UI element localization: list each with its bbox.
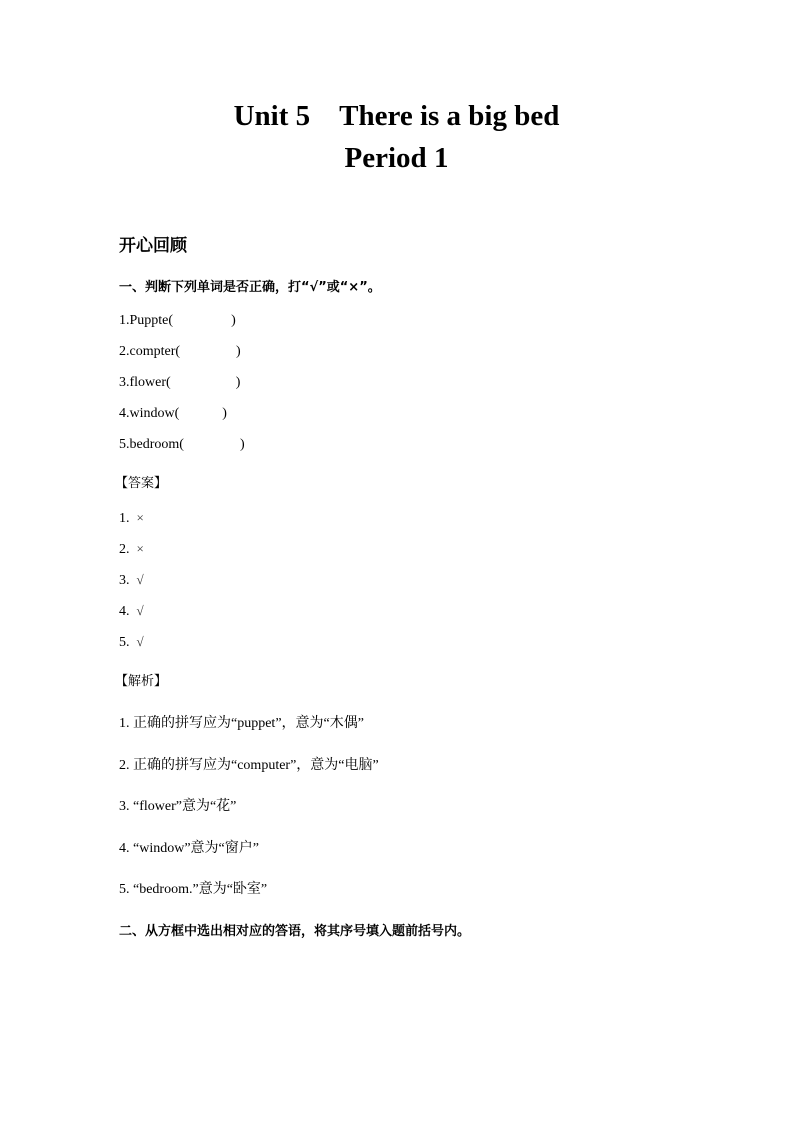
item-close: ) xyxy=(222,406,227,421)
explanation-item: 1. 正确的拼写应为“puppet”，意为“木偶” xyxy=(119,716,364,731)
answer-number: 2. xyxy=(119,542,130,557)
answer-number: 3. xyxy=(119,573,130,588)
answer-item xyxy=(119,603,144,620)
question-item xyxy=(119,313,236,329)
item-close: ) xyxy=(235,375,241,390)
question-item xyxy=(119,344,241,360)
check-mark-icon: √ xyxy=(136,603,144,618)
answer-item xyxy=(119,541,144,558)
item-close: ) xyxy=(236,344,241,359)
answer-number: 1. xyxy=(119,511,130,526)
question-item xyxy=(119,375,240,391)
explanation-heading: 【解析】 xyxy=(115,674,168,689)
answer-number: 4. xyxy=(119,604,130,619)
item-text: 5.bedroom( xyxy=(119,437,184,452)
cross-mark-icon: × xyxy=(136,510,144,525)
explanation-item: 5. “bedroom.”意为“卧室” xyxy=(119,882,268,897)
answer-item xyxy=(119,510,144,527)
answer-number: 5. xyxy=(119,635,130,650)
question-2-label: 二、从方框中选出相对应的答语，将其序号填入题前括号内。 xyxy=(119,924,471,939)
document-title: Unit 5 There is a big bed xyxy=(233,100,560,132)
item-close: ) xyxy=(239,437,245,452)
item-text: 2.compter( xyxy=(119,344,181,359)
answer-item xyxy=(119,634,144,651)
document-subtitle: Period 1 xyxy=(344,142,449,174)
explanation-item: 3. “flower”意为“花” xyxy=(119,799,237,814)
section-heading: 开心回顾 xyxy=(119,236,187,256)
question-item xyxy=(119,406,227,422)
question-item xyxy=(119,437,245,453)
explanation-item: 4. “window”意为“窗户” xyxy=(119,841,259,856)
item-text: 1.Puppte( xyxy=(119,313,174,328)
item-text: 3.flower( xyxy=(119,375,171,390)
explanation-item: 2. 正确的拼写应为“computer”，意为“电脑” xyxy=(119,758,379,773)
answer-item xyxy=(119,572,144,589)
cross-mark-icon: × xyxy=(136,541,144,556)
check-mark-icon: √ xyxy=(136,572,144,587)
item-text: 4.window( xyxy=(119,406,180,421)
question-1-label: 一、判断下列单词是否正确，打“√”或“×”。 xyxy=(119,280,381,295)
check-mark-icon: √ xyxy=(136,634,144,649)
item-close: ) xyxy=(231,313,236,328)
answer-heading: 【答案】 xyxy=(115,476,168,491)
